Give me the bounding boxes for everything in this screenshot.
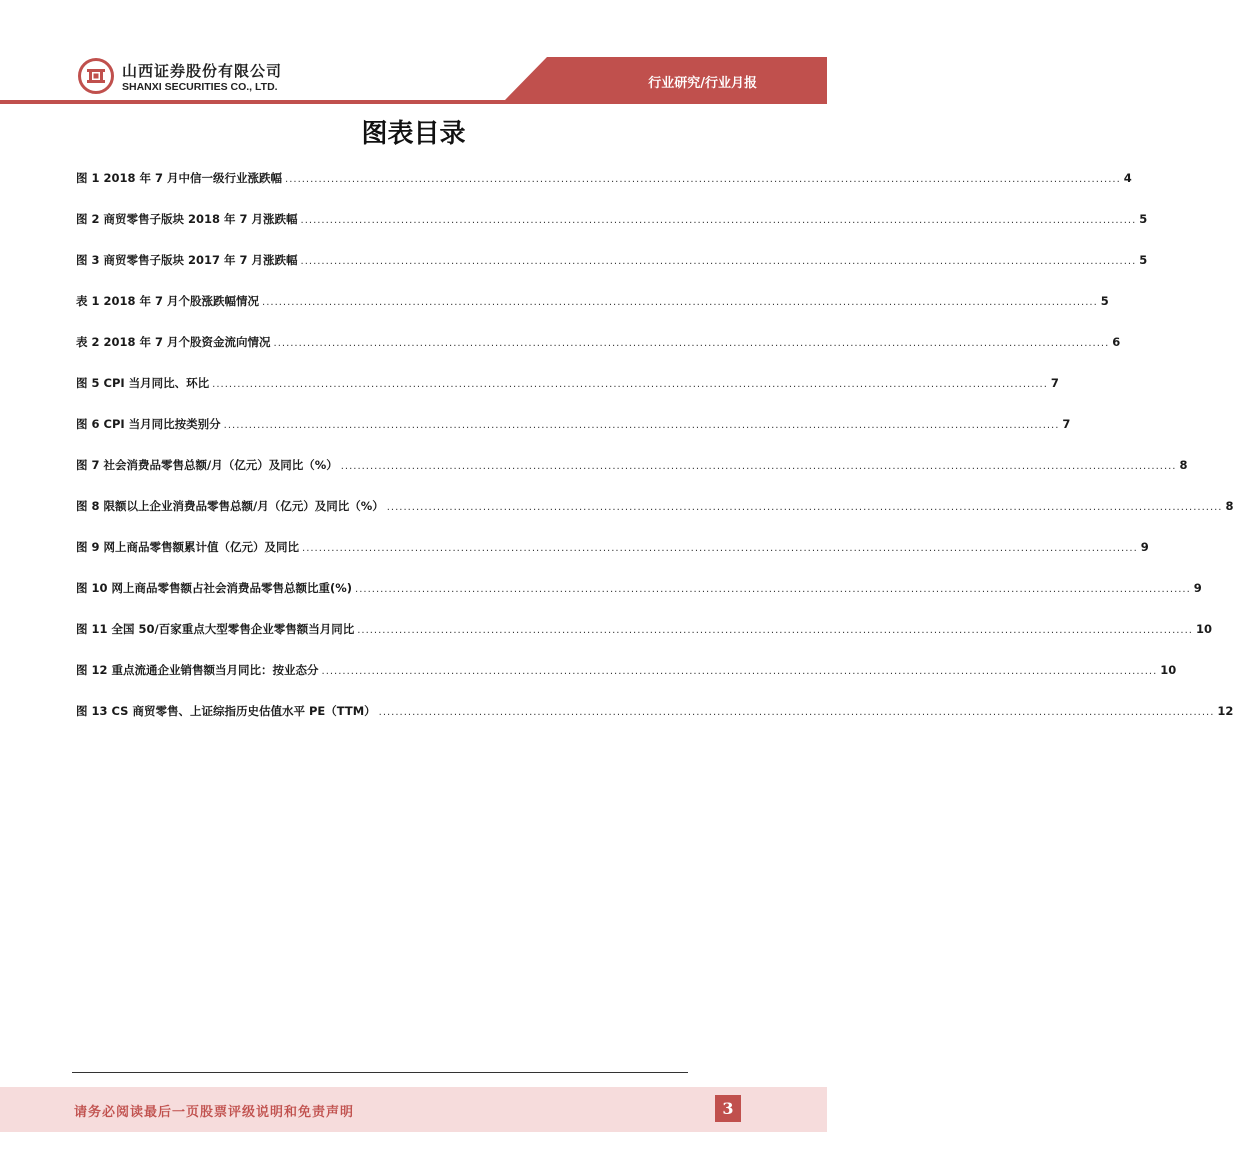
toc-dot-leader: ........................................................................................................................................................................................................ [378, 707, 1215, 718]
toc-dot-leader: ........................................................................................................................................................................................................ [262, 297, 1098, 308]
toc-entry-page: 7 [1050, 376, 1059, 390]
toc-dot-leader: ........................................................................................................................................................................................................ [273, 338, 1110, 349]
toc-entry-label: 图 6 CPI 当月同比按类别分 [76, 417, 221, 431]
toc-entry-label: 表 2 2018 年 7 月个股资金流向情况 [76, 335, 271, 349]
toc-entry-page: 8 [1225, 499, 1234, 513]
page-title: 图表目录 [361, 119, 466, 149]
toc-entry[interactable] [76, 580, 1202, 621]
toc-dot-leader: ........................................................................................................................................................................................................ [300, 256, 1137, 267]
toc-entry-label: 图 1 2018 年 7 月中信一级行业涨跌幅 [76, 171, 283, 185]
toc-entry-page: 12 [1217, 704, 1234, 718]
toc-dot-leader: ........................................................................................................................................................................................................ [212, 379, 1048, 390]
toc-entry[interactable] [76, 498, 1234, 539]
toc-entry-label: 图 11 全国 50/百家重点大型零售企业零售额当月同比 [76, 622, 355, 636]
toc-entry[interactable] [76, 621, 1212, 662]
toc-dot-leader: ........................................................................................................................................................................................................ [355, 584, 1191, 595]
toc-entry[interactable] [76, 416, 1071, 457]
toc-dot-leader: ........................................................................................................................................................................................................ [300, 215, 1137, 226]
header-divider [0, 100, 827, 104]
toc-entry-page: 10 [1195, 622, 1212, 636]
toc-entry-label: 图 10 网上商品零售额占社会消费品零售总额比重(%) [76, 581, 353, 595]
toc-entry-label: 图 7 社会消费品零售总额/月（亿元）及同比（%） [76, 458, 338, 472]
page-number: 3 [715, 1095, 741, 1122]
page-header [0, 0, 827, 110]
toc-entry[interactable] [76, 662, 1177, 703]
toc-entry[interactable] [76, 252, 1148, 293]
toc-entry[interactable] [76, 375, 1059, 416]
toc-entry-page: 4 [1123, 171, 1132, 185]
footer-disclaimer: 请务必阅读最后一页股票评级说明和免责声明 [74, 1105, 355, 1120]
toc-dot-leader: ........................................................................................................................................................................................................ [285, 174, 1121, 185]
toc-dot-leader: ........................................................................................................................................................................................................ [302, 543, 1138, 554]
toc-entry-label: 图 12 重点流通企业销售额当月同比：按业态分 [76, 663, 319, 677]
toc-entry-label: 图 3 商贸零售子版块 2017 年 7 月涨跌幅 [76, 253, 298, 267]
toc-entry-page: 6 [1112, 335, 1121, 349]
footer-divider [72, 1072, 688, 1073]
toc-entry-label: 图 13 CS 商贸零售、上证综指历史估值水平 PE（TTM） [76, 704, 376, 718]
table-of-figures [76, 170, 1234, 744]
toc-dot-leader: ........................................................................................................................................................................................................ [223, 420, 1060, 431]
toc-entry[interactable] [76, 170, 1132, 211]
toc-entry-label: 图 8 限额以上企业消费品零售总额/月（亿元）及同比（%） [76, 499, 384, 513]
toc-dot-leader: ........................................................................................................................................................................................................ [357, 625, 1193, 636]
toc-dot-leader: ........................................................................................................................................................................................................ [386, 502, 1223, 513]
toc-entry[interactable] [76, 334, 1121, 375]
toc-entry-label: 图 9 网上商品零售额累计值（亿元）及同比 [76, 540, 300, 554]
shanxi-securities-logo-icon [78, 58, 114, 94]
toc-entry-page: 8 [1179, 458, 1188, 472]
toc-entry-label: 图 2 商贸零售子版块 2018 年 7 月涨跌幅 [76, 212, 298, 226]
toc-entry-page: 5 [1100, 294, 1109, 308]
toc-entry[interactable] [76, 539, 1149, 580]
toc-entry-label: 表 1 2018 年 7 月个股涨跌幅情况 [76, 294, 260, 308]
company-name-en: SHANXI SECURITIES CO., LTD. [122, 81, 278, 93]
toc-entry-page: 9 [1140, 540, 1149, 554]
toc-entry[interactable] [76, 457, 1188, 498]
toc-entry[interactable] [76, 703, 1234, 744]
toc-entry-page: 7 [1062, 417, 1071, 431]
toc-dot-leader: ........................................................................................................................................................................................................ [321, 666, 1158, 677]
toc-entry[interactable] [76, 293, 1109, 334]
toc-entry-page: 5 [1139, 212, 1148, 226]
toc-entry[interactable] [76, 211, 1148, 252]
company-name-cn: 山西证券股份有限公司 [122, 62, 283, 80]
toc-entry-page: 5 [1139, 253, 1148, 267]
toc-entry-page: 10 [1160, 663, 1177, 677]
toc-entry-label: 图 5 CPI 当月同比、环比 [76, 376, 210, 390]
report-type-tag: 行业研究/行业月报 [648, 76, 757, 91]
toc-dot-leader: ........................................................................................................................................................................................................ [340, 461, 1177, 472]
toc-entry-page: 9 [1193, 581, 1202, 595]
